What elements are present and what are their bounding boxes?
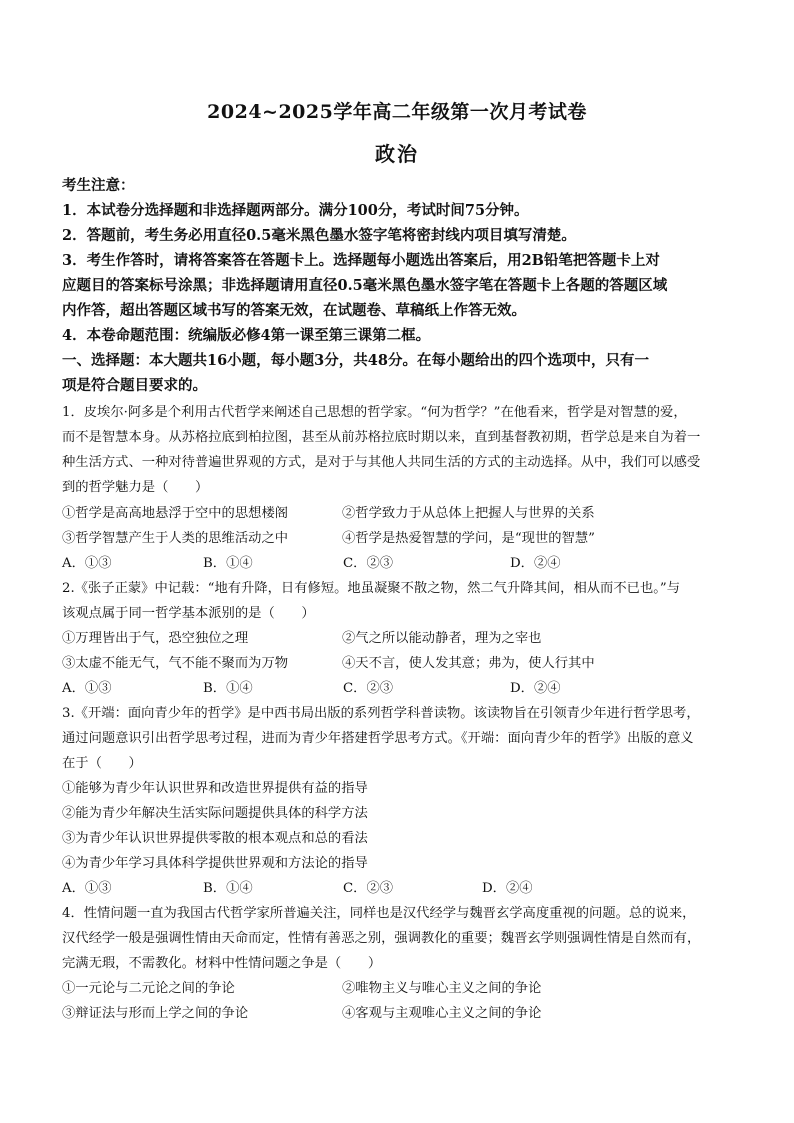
question-option: ③为青少年认识世界提供零散的根本观点和总的看法 — [62, 831, 368, 846]
question-stem: 而不是智慧本身。从苏格拉底到柏拉图，甚至从前苏格拉底时期以来，直到基督教初期，哲学总是来自为着一 — [62, 430, 701, 445]
answer-choice-a: A．①③ — [62, 556, 112, 571]
question-option: ②能为青少年解决生活实际问题提供具体的科学方法 — [62, 806, 368, 821]
notice-item: 1．本试卷分选择题和非选择题两部分。满分100分，考试时间75分钟。 — [62, 202, 529, 219]
question-option: ①哲学是高高地悬浮于空中的思想楼阁 — [62, 506, 289, 521]
question-stem: 种生活方式、一种对待普遍世界观的方式，是对于与其他人共同生活的方式的主动选择。从中，我们可以感受 — [62, 455, 701, 470]
question-option: ③哲学智慧产生于人类的思维活动之中 — [62, 531, 289, 546]
notice-heading: 考生注意： — [62, 177, 135, 194]
answer-choice-c: C．②③ — [343, 881, 394, 896]
question-option: ①一元论与二元论之间的争论 — [62, 981, 235, 996]
notice-item: 内作答，超出答题区域书写的答案无效，在试题卷、草稿纸上作答无效。 — [62, 302, 526, 319]
answer-choice-b: B．①④ — [203, 556, 253, 571]
exam-title: 2024~2025学年高二年级第一次月考试卷 — [207, 101, 587, 123]
question-option: ②唯物主义与唯心主义之间的争论 — [342, 981, 542, 996]
subject-title: 政治 — [375, 142, 419, 166]
question-option: ②气之所以能动静者，理为之宰也 — [342, 631, 542, 646]
question-option: ②哲学致力于从总体上把握人与世界的关系 — [342, 506, 595, 521]
question-option: ①万理皆出于气，恐空独位之理 — [62, 631, 249, 646]
section-heading: 项是符合题目要求的。 — [62, 377, 207, 394]
question-option: ④为青少年学习具体科学提供世界观和方法论的指导 — [62, 856, 368, 871]
section-heading: 一、选择题：本大题共16小题，每小题3分，共48分。在每小题给出的四个选项中，只有一 — [62, 352, 649, 369]
question-stem: 汉代经学一般是强调性情由天命而定，性情有善恶之别，强调教化的重要；魏晋玄学则强调性情是自然而有， — [62, 931, 701, 946]
answer-choice-d: D．②④ — [482, 881, 533, 896]
notice-item: 2．答题前，考生务必用直径0.5毫米黑色墨水签字笔将密封线内项目填写清楚。 — [62, 227, 576, 244]
question-option: ④客观与主观唯心主义之间的争论 — [342, 1006, 542, 1021]
question-stem: 2.《张子正蒙》中记载：“地有升降，日有修短。地虽凝聚不散之物，然二气升降其间，相从而不已也。”与 — [62, 581, 680, 596]
answer-choice-c: C．②③ — [343, 681, 394, 696]
question-option: ③辩证法与形而上学之间的争论 — [62, 1006, 249, 1021]
question-stem: 3.《开端：面向青少年的哲学》是中西书局出版的系列哲学科普读物。该读物旨在引领青少年进行哲学思考， — [62, 706, 700, 721]
answer-choice-c: C．②③ — [343, 556, 394, 571]
notice-item: 应题目的答案标号涂黑；非选择题请用直径0.5毫米黑色墨水签字笔在答题卡上各题的答题区域 — [62, 277, 668, 294]
question-stem: 1．皮埃尔·阿多是个利用古代哲学来阐述自己思想的哲学家。“何为哲学？”在他看来，哲学是对智慧的爱， — [62, 405, 687, 420]
question-stem: 4．性情问题一直为我国古代哲学家所普遍关注，同样也是汉代经学与魏晋玄学高度重视的问题。总的说来， — [62, 906, 696, 921]
answer-choice-a: A．①③ — [62, 681, 112, 696]
question-stem: 该观点属于同一哲学基本派别的是（ ） — [62, 606, 315, 621]
question-option: ③太虚不能无气，气不能不聚而为万物 — [62, 656, 289, 671]
question-stem: 通过问题意识引出哲学思考过程，进而为青少年搭建哲学思考方式。《开端：面向青少年的哲学》出版的意义 — [62, 731, 694, 746]
question-stem: 在于（ ） — [62, 756, 142, 771]
answer-choice-a: A．①③ — [62, 881, 112, 896]
question-stem: 完满无瑕，不需教化。材料中性情问题之争是（ ） — [62, 956, 382, 971]
question-option: ④哲学是热爱智慧的学问，是“现世的智慧” — [342, 531, 595, 546]
notice-item: 4．本卷命题范围：统编版必修4第一课至第三课第二框。 — [62, 327, 431, 344]
answer-choice-d: D．②④ — [510, 556, 561, 571]
answer-choice-b: B．①④ — [203, 681, 253, 696]
answer-choice-b: B．①④ — [203, 881, 253, 896]
question-option: ①能够为青少年认识世界和改造世界提供有益的指导 — [62, 781, 368, 796]
notice-item: 3．考生作答时，请将答案答在答题卡上。选择题每小题选出答案后，用2B铅笔把答题卡上对 — [62, 252, 660, 269]
answer-choice-d: D．②④ — [510, 681, 561, 696]
question-option: ④天不言，使人发其意；弗为，使人行其中 — [342, 656, 595, 671]
question-stem: 到的哲学魅力是（ ） — [62, 480, 209, 495]
